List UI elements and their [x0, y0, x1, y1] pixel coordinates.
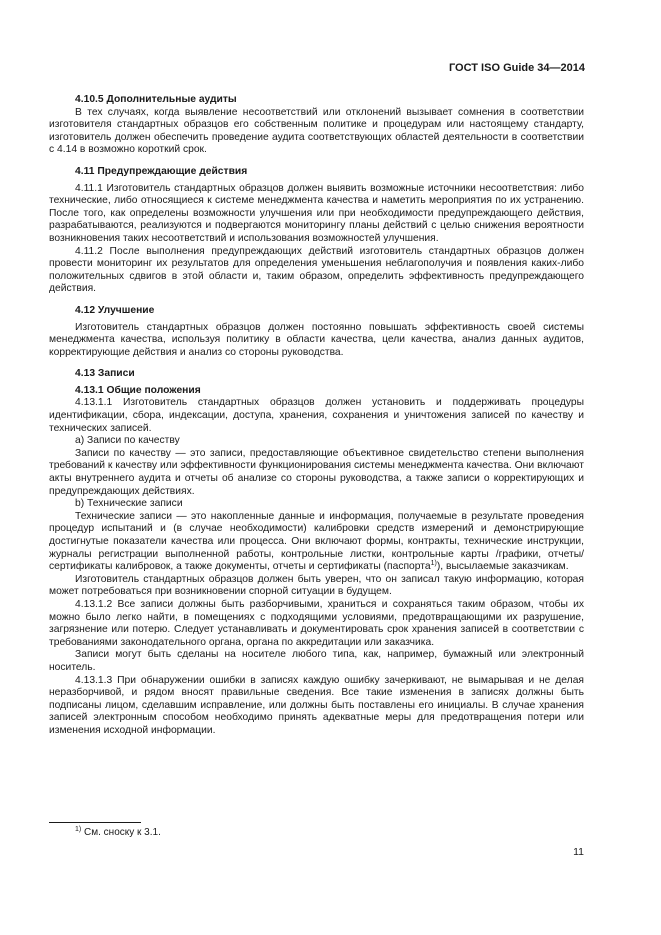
footnote-text: См. сноску к 3.1. — [84, 827, 161, 838]
paragraph: Записи могут быть сделаны на носителе любого типа, как, например, бумажный или электронный носитель. — [49, 649, 584, 673]
paragraph-text: ), высылаемые заказчикам. — [436, 561, 569, 573]
section-heading-4-12: 4.12 Улучшение — [75, 304, 155, 316]
paragraph: 4.11.1 Изготовитель стандартных образцов должен выявить возможные источники несоответствия: либо технические, либо относящиеся к системе менеджмента качества и наметить мероприятия по их устранению. После того, как определены возможности улучшения или при необходимости предупреждающего действия, разрабатываются, реализуются и подвергаются мониторингу планы действий с целью снижения вероятности возникновения таких несоответствий и использования возможностей улучшения. — [49, 182, 584, 244]
paragraph: 4.13.1.3 При обнаружении ошибки в записях каждую ошибку зачеркивают, не вымарывая и не делая неразборчивой, и рядом вносят правильные сведения. Все такие изменения в записях должны быть подписаны лицом, сделавшим исправление, или должны быть поставлены его инициалы. В случае хранения записей электронным способом необходимо принять адекватные меры для предотвращения потери или изменения исходной информации. — [49, 674, 584, 736]
page-number: 11 — [573, 846, 584, 858]
list-item-b: b) Технические записи — [75, 498, 183, 510]
paragraph: 4.13.1.1 Изготовитель стандартных образцов должен установить и поддерживать процедуры идентификации, сбора, индексации, доступа, хранения, сохранения и уничтожения записей по качеству и технических записей. — [49, 397, 584, 434]
footnote-reference[interactable]: 1) — [430, 560, 437, 568]
footnote-divider — [49, 822, 141, 823]
section-heading-4-10-5: 4.10.5 Дополнительные аудиты — [75, 94, 237, 105]
paragraph-with-footnote — [49, 511, 584, 574]
paragraph: 4.11.2 После выполнения предупреждающих действий изготовитель стандартных образцов должен провести мониторинг их результатов для определения уменьшения неблагополучия и появления каких-либо положительных сдвигов в этой области и, таким образом, определить эффективность предупреждающего действия. — [49, 245, 584, 295]
document-header: ГОСТ ISO Guide 34—2014 — [448, 62, 585, 74]
section-heading-4-13: 4.13 Записи — [75, 368, 135, 380]
paragraph: Изготовитель стандартных образцов должен постоянно повышать эффективность своей системы менеджмента качества, используя политику в области качества, цели качества, анализ данных аудитов, корректирующие действия и анализ со стороны руководства. — [49, 321, 584, 358]
section-heading-4-11: 4.11 Предупреждающие действия — [75, 165, 248, 177]
footnote-mark: 1) — [75, 826, 82, 833]
document-body — [49, 94, 584, 738]
subsection-heading-4-13-1: 4.13.1 Общие положения — [75, 384, 201, 396]
list-item-a: а) Записи по качеству — [75, 435, 180, 447]
paragraph-text: Технические записи — это накопленные данные и информация, получаемые в результате проведения процедур испытаний и (в случае необходимости) калибровки средств измерений и демонстрирующие достигнутые показатели качества или процесса. Они включают формы, контракты, технические инструкции, журналы регистрации выполненной работы, контрольные листки, контрольные карты /графики, отчеты/сертификаты калибровок, а также документы, отчеты и сертификаты (паспорта — [49, 510, 584, 573]
paragraph: Записи по качеству — это записи, предоставляющие объективное свидетельство степени выполнения требований к качеству или эффективности функционирования системы менеджмента качества. Они включают акты внутреннего аудита и отчеты об анализе со стороны руководства, а также записи о корректирующих и предупреждающих действиях. — [49, 447, 584, 497]
paragraph: В тех случаях, когда выявление несоответствий или отклонений вызывает сомнения в соответствии изготовителя стандартных образцов его собственным политике и процедурам или настоящему стандарту, изготовитель должен обеспечить проведение аудита соответствующих областей деятельности в соответствии с 4.14 в возможно короткий срок. — [49, 106, 584, 156]
paragraph: 4.13.1.2 Все записи должны быть разборчивыми, храниться и сохраняться таким образом, чтобы их можно было легко найти, в помещениях с подходящими условиями, предотвращающими их разрушение, загрязнение или потерю. Следует устанавливать и документировать срок хранения записей в соответствии с требованиями законодательного органа, органа по аккредитации или заказчика. — [49, 598, 584, 648]
footnote — [75, 827, 161, 838]
paragraph: Изготовитель стандартных образцов должен быть уверен, что он записал такую информацию, которая может потребоваться при возникновении спорной ситуации в будущем. — [49, 573, 584, 598]
